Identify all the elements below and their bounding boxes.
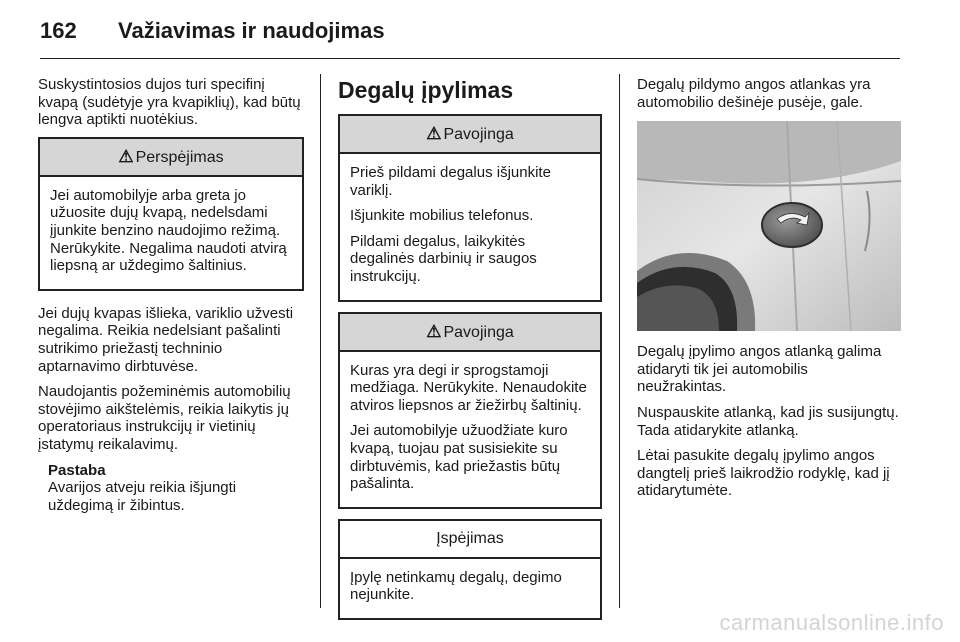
note-title: Pastaba (48, 461, 106, 479)
danger-box-body (340, 352, 600, 507)
caution-box (38, 137, 304, 291)
section-heading: Degalų įpylimas (338, 77, 514, 103)
danger-title: Pavojinga (443, 126, 514, 143)
danger-text: Pildami degalus, laikykitės degalinės darbinių ir saugos instrukcijų. (350, 232, 537, 285)
paragraph: Jei dujų kvapas išlieka, variklio užvesti negalima. Reikia nedelsiant pašalinti sutrikimo priežastį techninio aptarnavimo dirbtuvėse. (38, 304, 294, 375)
notice-title: Įspėjimas (436, 529, 504, 547)
warning-triangle-icon: ⚠ (426, 321, 442, 341)
paragraph: Degalų pildymo angos atlankas yra automobilio dešinėje pusėje, gale. (637, 76, 871, 111)
column-2 (338, 76, 602, 630)
note (38, 462, 304, 515)
danger-box-header (340, 116, 600, 154)
notice-box (338, 519, 602, 620)
danger-text: Išjunkite mobilius telefonus. (350, 207, 534, 225)
caution-title: Perspėjimas (135, 148, 224, 166)
danger-box (338, 312, 602, 509)
danger-box-body (340, 154, 600, 300)
caution-box-body (40, 177, 302, 289)
caution-text: Jei automobilyje arba greta jo užuosite dujų kvapą, nedelsdami įjunkite benzino naudojimo režimą. Nerūkykite. Negalima naudoti atvirą liepsną ar uždegimo šaltinius. (50, 186, 287, 275)
column-1 (38, 76, 304, 514)
header-rule (40, 58, 900, 59)
paragraph: Degalų įpylimo angos atlanką galima atidaryti tik jei automobilis neužrakintas. (637, 343, 882, 396)
column-divider-left (320, 74, 321, 608)
danger-text: Jei automobilyje užuodžiate kuro kvapą, tuojau pat susisiekite su dirbtuvėmis, kad priežastis būtų pašalinta. (350, 422, 568, 493)
notice-text: Įpylę netinkamų degalų, degimo nejunkite. (350, 568, 562, 604)
paragraph: Lėtai pasukite degalų įpylimo angos dangtelį prieš laikrodžio rodyklę, kad jį atidarytumėte. (637, 447, 890, 500)
danger-text: Prieš pildami degalus išjunkite variklį. (350, 164, 551, 199)
note-text: Avarijos atveju reikia išjungti uždegimą ir žibintus. (48, 479, 237, 514)
fuel-flap-photo (637, 121, 901, 331)
page-number: 162 (40, 18, 77, 43)
warning-triangle-icon: ⚠ (426, 124, 442, 143)
danger-title: Pavojinga (443, 323, 514, 341)
notice-box-body (340, 559, 600, 618)
warning-triangle-icon: ⚠ (118, 146, 134, 166)
danger-box (338, 114, 602, 302)
paragraph: Nuspauskite atlanką, kad jis susijungtų. Tada atidarykite atlanką. (637, 403, 899, 439)
column-3 (637, 76, 901, 508)
danger-box-header (340, 314, 600, 352)
paragraph: Naudojantis požeminėmis automobilių stovėjimo aikštelėmis, reikia laikytis jų operatoriaus instrukcijų ir vietinių įstatymų reikalavimų. (38, 383, 291, 453)
watermark: carmanualsonline.info (719, 610, 944, 635)
chapter-title: Važiavimas ir naudojimas (118, 18, 385, 43)
caution-box-header (40, 139, 302, 177)
intro-paragraph: Suskystintosios dujos turi specifinį kvapą (sudėtyje yra kvapiklių), kad būtų lengva aptikti nuotėkius. (38, 76, 301, 129)
column-divider-right (619, 74, 620, 608)
notice-box-header (340, 521, 600, 559)
danger-text: Kuras yra degi ir sprogstamoji medžiaga. Nerūkykite. Nenaudokite atviros liepsnos ar žiežirbų šaltinių. (350, 361, 587, 414)
